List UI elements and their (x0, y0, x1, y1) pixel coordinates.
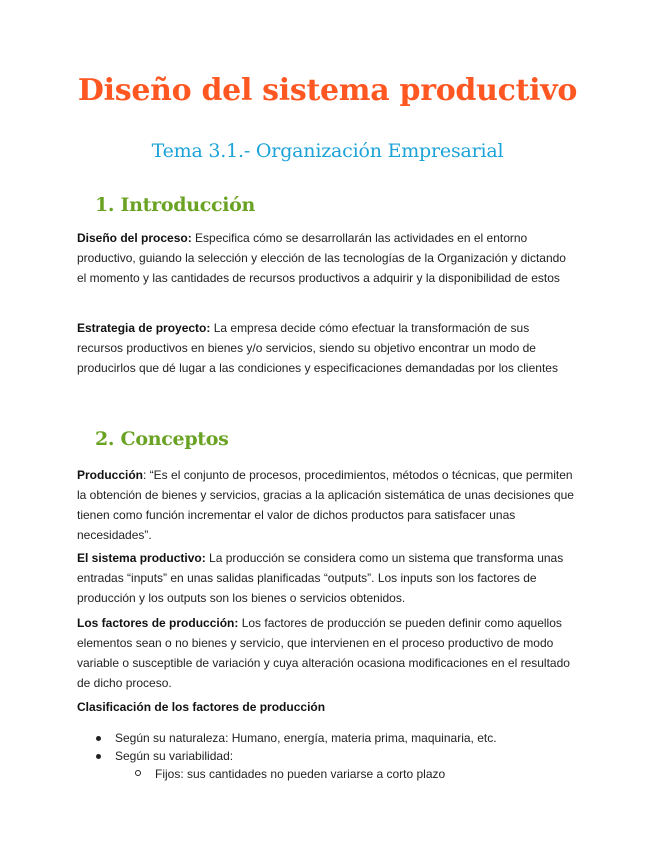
term-label: Los factores de producción: (77, 616, 239, 630)
paragraph-diseno-proceso (77, 228, 577, 288)
bullet-disc-icon (96, 736, 101, 741)
paragraph-estrategia-proyecto (77, 318, 577, 378)
term-label: El sistema productivo: (77, 551, 206, 565)
bullet-disc-icon (96, 754, 101, 759)
paragraph-text: La empresa decide cómo efectuar la transformación de sus recursos productivos en bienes y/o servicios, siendo su objetivo encontrar un modo de producirlos que dé lugar a las condiciones y especificaciones demandadas por los clientes (77, 321, 558, 375)
list-item (77, 729, 577, 747)
term-label: Producción (77, 468, 144, 482)
list-item (77, 765, 577, 783)
paragraph-sistema-productivo (77, 548, 577, 608)
list-item-text: Según su naturaleza: Humano, energía, materia prima, maquinaria, etc. (115, 731, 497, 745)
factores-list (77, 729, 577, 783)
list-item-text: Fijos: sus cantidades no pueden variarse a corto plazo (155, 767, 446, 781)
list-item-text: Según su variabilidad: (115, 749, 234, 763)
list-item (77, 747, 577, 765)
term-label: Diseño del proceso: (77, 231, 192, 245)
paragraph-text: Los factores de producción se pueden definir como aquellos elementos sean o no bienes y servicio, que intervienen en el proceso productivo de modo variable o susceptible de variación y cuya alteración ocasiona modificaciones en el resultado de dicho proceso. (77, 616, 570, 690)
section-heading-conceptos: 2. Conceptos (95, 428, 229, 450)
paragraph-text: : “Es el conjunto de procesos, procedimientos, métodos o técnicas, que permiten la obtención de bienes y servicios, gracias a la aplicación sistemática de unas decisiones que tienen como función incrementar el valor de dichos productos para satisfacer unas necesidades”. (77, 468, 574, 542)
page-subtitle: Tema 3.1.- Organización Empresarial (151, 140, 504, 162)
term-label: Estrategia de proyecto: (77, 321, 211, 335)
paragraph-factores-produccion (77, 613, 577, 693)
bullet-circle-icon (135, 770, 141, 776)
paragraph-produccion (77, 465, 577, 545)
paragraph-text: La producción se considera como un sistema que transforma unas entradas “inputs” en unas salidas planificadas “outputs”. Los inputs son los factores de producción y los outputs son los bienes o servicios obtenidos. (77, 551, 564, 605)
subheading-clasificacion: Clasificación de los factores de producción (77, 700, 326, 714)
page-title: Diseño del sistema productivo (77, 73, 578, 108)
section-heading-introduccion: 1. Introducción (95, 194, 256, 216)
paragraph-text: Especifica cómo se desarrollarán las actividades en el entorno productivo, guiando la selección y elección de las tecnologías de la Organización y dictando el momento y las cantidades de recursos productivos a adquirir y la disponibilidad de estos (77, 231, 566, 285)
